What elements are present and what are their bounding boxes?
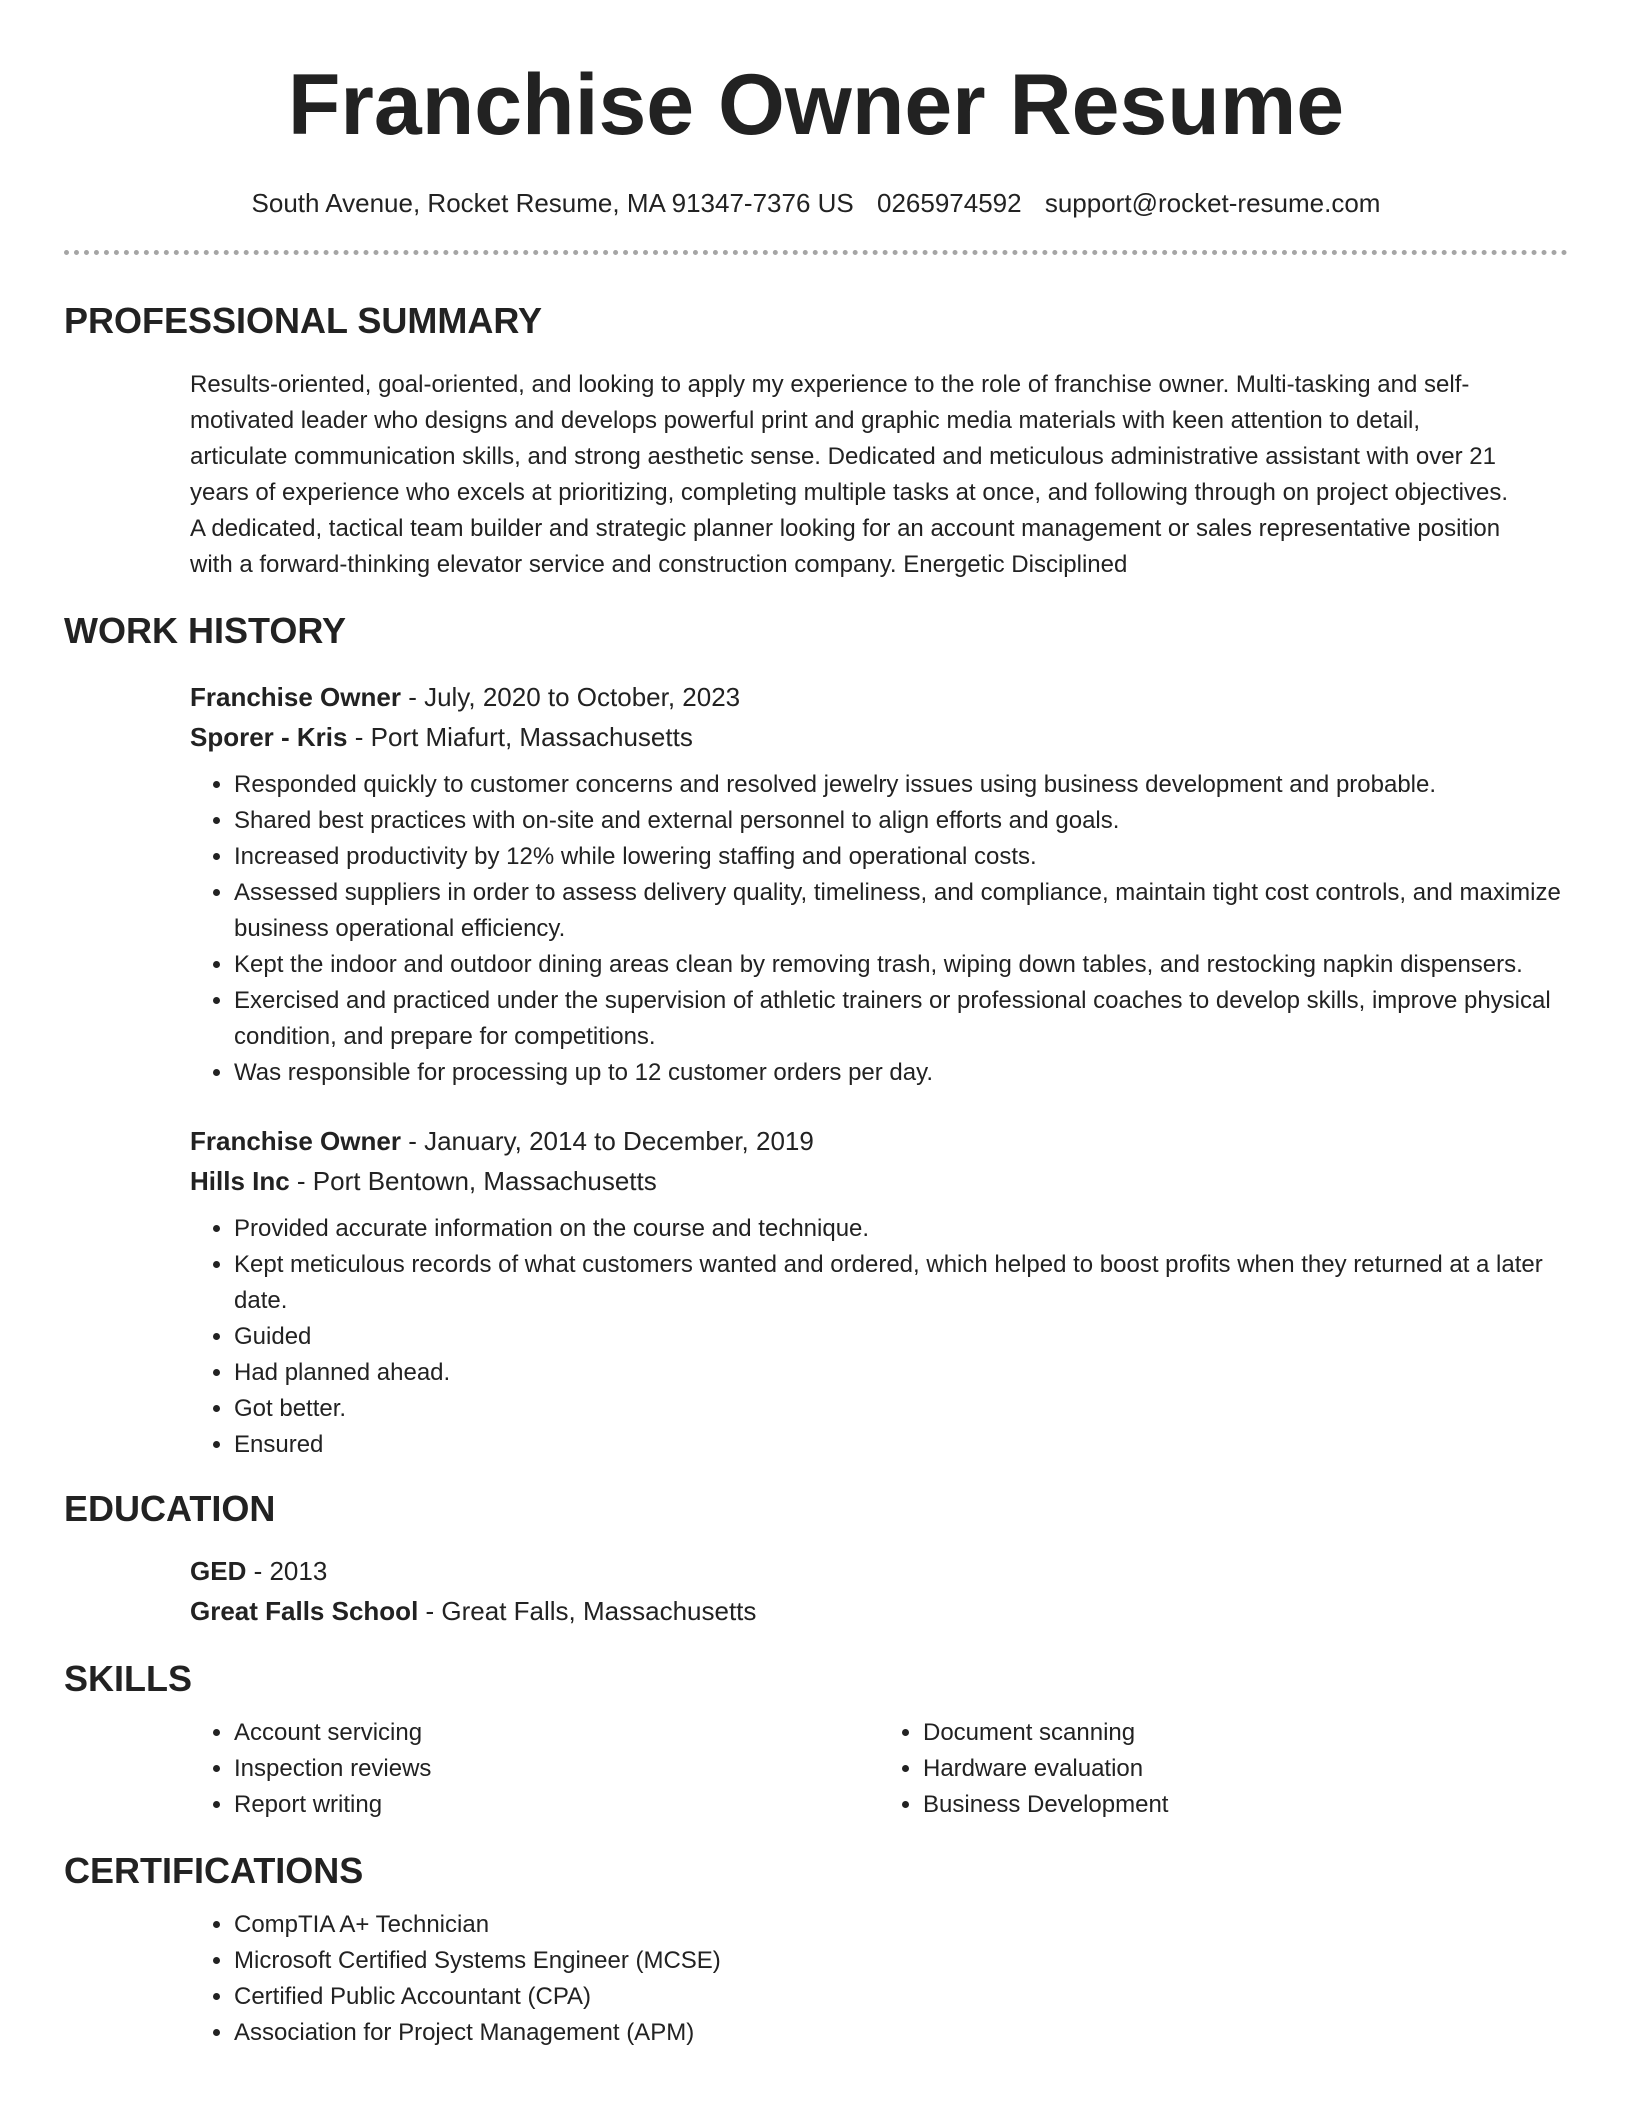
contact-email: support@rocket-resume.com: [1044, 188, 1381, 218]
education-heading: EDUCATION: [64, 1488, 276, 1529]
summary-line: years of experience who excels at prioritizing, completing multiple tasks at once, and following through on project objectives.: [190, 479, 1509, 506]
certifications-heading: CERTIFICATIONS: [64, 1850, 364, 1891]
education-location: - Great Falls, Massachusetts: [418, 1596, 757, 1626]
list-item: • Report writing: [234, 1787, 879, 1823]
list-item: • Exercised and practiced under the supervision of athletic trainers or professional coaches to develop skills, improve physical condition, and prepare for competitions.: [234, 983, 1568, 1055]
job-title: Franchise Owner: [190, 1126, 401, 1156]
summary-heading: PROFESSIONAL SUMMARY: [64, 300, 543, 341]
list-item: • Business Development: [923, 1787, 1568, 1823]
job-dates: - January, 2014 to December, 2019: [400, 1126, 814, 1156]
summary-line: A dedicated, tactical team builder and strategic planner looking for an account management or sales representative position: [190, 515, 1501, 542]
job-location: - Port Bentown, Massachusetts: [289, 1166, 657, 1196]
job-title: Franchise Owner: [190, 682, 401, 712]
header-divider: [64, 250, 1568, 255]
job-bullets: [190, 1211, 1568, 1463]
skills-list: [190, 1715, 1568, 1823]
list-item: • Assessed suppliers in order to assess delivery quality, timeliness, and compliance, maintain tight cost controls, and maximize business operational efficiency.: [234, 875, 1568, 947]
list-item: • Document scanning: [923, 1715, 1568, 1751]
list-item: • CompTIA A+ Technician: [234, 1907, 1568, 1943]
job-title-line: [190, 677, 1568, 717]
contact-address: South Avenue, Rocket Resume, MA 91347-7376 US: [251, 188, 854, 218]
education-school-line: [190, 1591, 1568, 1631]
job-company: Hills Inc: [190, 1166, 290, 1196]
list-item: • Certified Public Accountant (CPA): [234, 1979, 1568, 2015]
summary-line: articulate communication skills, and strong aesthetic sense. Dedicated and meticulous administrative assistant with over 21: [190, 443, 1496, 470]
job-entry: [190, 677, 1568, 1091]
education-degree: GED: [190, 1556, 247, 1586]
job-company: Sporer - Kris: [190, 722, 348, 752]
list-item: • Shared best practices with on-site and external personnel to align efforts and goals.: [234, 803, 1568, 839]
list-item: • Got better.: [234, 1391, 1568, 1427]
job-company-line: [190, 1161, 1568, 1201]
contact-phone: 0265974592: [877, 188, 1022, 218]
list-item: • Had planned ahead.: [234, 1355, 1568, 1391]
skills-heading: SKILLS: [64, 1658, 193, 1699]
list-item: • Provided accurate information on the course and technique.: [234, 1211, 1568, 1247]
list-item: • Association for Project Management (APM): [234, 2015, 1568, 2051]
list-item: • Ensured: [234, 1427, 1568, 1463]
education-school: Great Falls School: [190, 1596, 419, 1626]
contact-line: [64, 186, 1568, 220]
resume-title: Franchise Owner Resume: [287, 57, 1345, 153]
list-item: • Increased productivity by 12% while lowering staffing and operational costs.: [234, 839, 1568, 875]
summary-text: [190, 367, 1568, 583]
job-company-line: [190, 717, 1568, 757]
education-entry: [190, 1551, 1568, 1631]
summary-line: with a forward-thinking elevator service and construction company. Energetic Disciplined: [190, 551, 1128, 578]
skills-column-left: [190, 1715, 879, 1823]
job-location: - Port Miafurt, Massachusetts: [347, 722, 693, 752]
education-degree-line: [190, 1551, 1568, 1591]
list-item: • Kept meticulous records of what customers wanted and ordered, which helped to boost profits when they returned at a later date.: [234, 1247, 1568, 1319]
job-entry: [190, 1121, 1568, 1463]
job-title-line: [190, 1121, 1568, 1161]
list-item: • Kept the indoor and outdoor dining areas clean by removing trash, wiping down tables, and restocking napkin dispensers.: [234, 947, 1568, 983]
list-item: • Inspection reviews: [234, 1751, 879, 1787]
list-item: • Responded quickly to customer concerns and resolved jewelry issues using business development and probable.: [234, 767, 1568, 803]
certifications-bullets: [190, 1907, 1568, 2051]
job-bullets: [190, 767, 1568, 1091]
list-item: • Microsoft Certified Systems Engineer (MCSE): [234, 1943, 1568, 1979]
education-year: - 2013: [246, 1556, 328, 1586]
work-history-heading: WORK HISTORY: [64, 610, 347, 651]
job-dates: - July, 2020 to October, 2023: [400, 682, 741, 712]
list-item: • Hardware evaluation: [923, 1751, 1568, 1787]
summary-line: Results-oriented, goal-oriented, and looking to apply my experience to the role of franchise owner. Multi-tasking and self-: [190, 371, 1470, 398]
certifications-list: [190, 1907, 1568, 2051]
list-item: • Guided: [234, 1319, 1568, 1355]
list-item: • Account servicing: [234, 1715, 879, 1751]
resume-page: [64, 0, 1568, 2051]
summary-line: motivated leader who designs and develops powerful print and graphic media materials with keen attention to detail,: [190, 407, 1421, 434]
list-item: • Was responsible for processing up to 12 customer orders per day.: [234, 1055, 1568, 1091]
skills-column-right: [879, 1715, 1568, 1823]
